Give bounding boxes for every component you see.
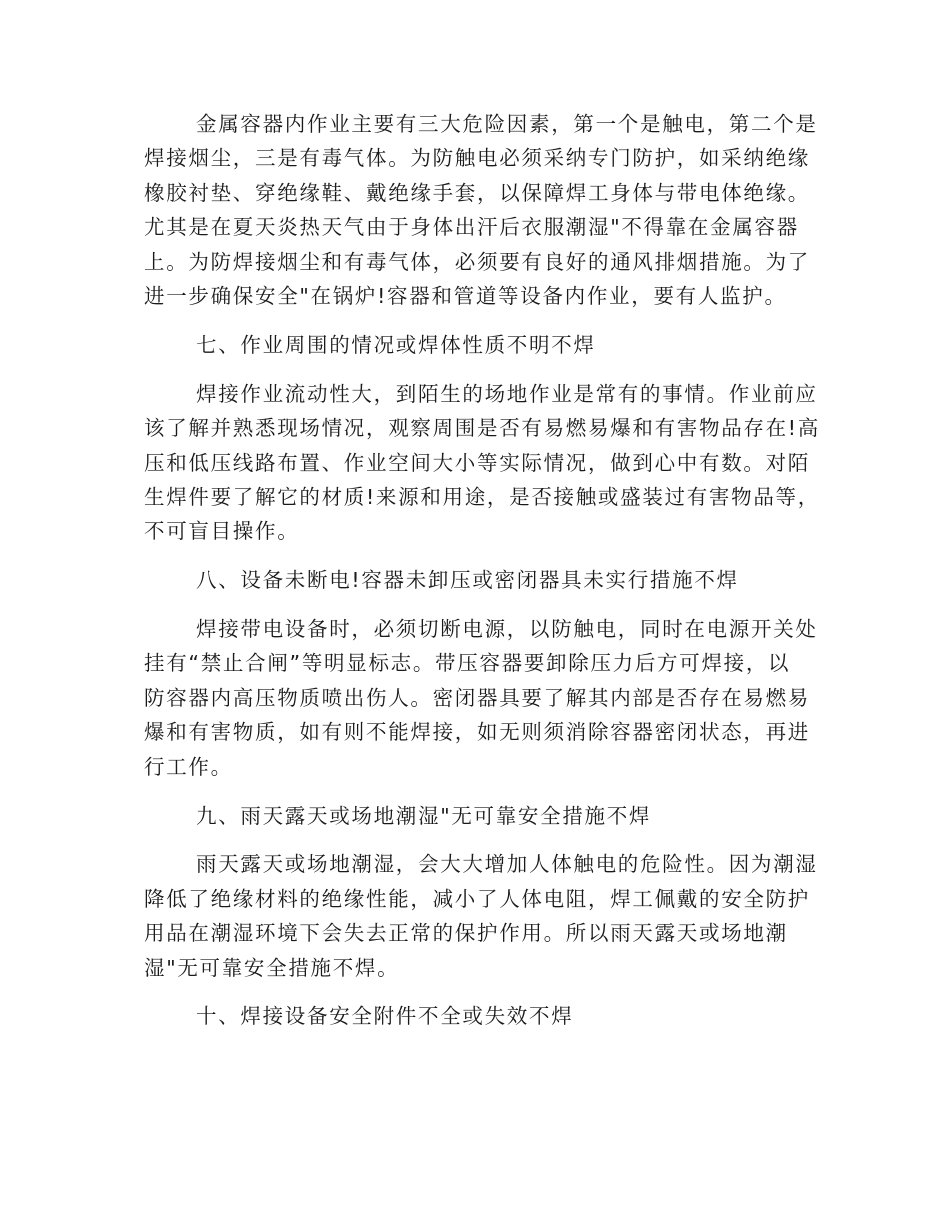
heading-text: 十、焊接设备安全附件不全或失效不焊: [196, 1004, 574, 1029]
text-line: 焊接作业流动性大，到陌生的场地作业是常有的事情。作业前应: [196, 381, 818, 406]
text-line: 焊接烟尘，三是有毒气体。为防触电必须采纳专门防护，如采纳绝缘: [144, 146, 810, 171]
text-line: 进一步确保安全"在锅炉!容器和管道等设备内作业，要有人监护。: [144, 283, 787, 308]
text-line: 爆和有害物质，如有则不能焊接，如无则须消除容器密闭状态，再进: [144, 720, 810, 745]
text-line: 尤其是在夏天炎热天气由于身体出汗后衣服潮湿"不得靠在金属容器: [144, 215, 799, 240]
text-line: 防容器内高压物质喷出伤人。密闭器具要了解其内部是否存在易燃易: [144, 685, 810, 710]
text-line: 行工作。: [144, 754, 233, 779]
section-heading-7: [144, 328, 808, 362]
text-line: 降低了绝缘材料的绝缘性能，减小了人体电阻，焊工佩戴的安全防护: [144, 886, 810, 911]
body-paragraph-1: [144, 107, 818, 313]
body-paragraph-3: [144, 612, 818, 784]
text-line: 雨天露天或场地潮湿，会大大增加人体触电的危险性。因为潮湿: [196, 852, 818, 877]
text-line: 湿"无可靠安全措施不焊。: [144, 955, 400, 980]
heading-text: 七、作业周围的情况或焊体性质不明不焊: [196, 332, 596, 357]
text-line: 金属容器内作业主要有三大危险因素，第一个是触电，第二个是: [196, 112, 818, 136]
text-line: 用品在潮湿环境下会失去正常的保护作用。所以雨天露天或场地潮: [144, 921, 788, 946]
text-line: 挂有“禁止合闸”等明显标志。带压容器要卸除压力后方可焊接，以: [144, 651, 791, 676]
text-line: 上。为防焊接烟尘和有毒气体，必须要有良好的通风排烟措施。为了: [144, 249, 810, 274]
text-line: 压和低压线路布置、作业空间大小等实际情况，做到心中有数。对陌: [144, 450, 810, 475]
text-line: 该了解并熟悉现场情况，观察周围是否有易燃易爆和有害物品存在!高: [144, 416, 820, 441]
heading-text: 八、设备未断电!容器未卸压或密闭器具未实行措施不焊: [196, 568, 739, 593]
heading-text: 九、雨天露天或场地潮湿"无可靠安全措施不焊: [196, 803, 652, 828]
body-paragraph-4: [144, 847, 818, 985]
text-line: 不可盲目操作。: [144, 519, 300, 544]
section-heading-8: [144, 563, 808, 597]
section-heading-10: [144, 999, 808, 1033]
text-line: 橡胶衬垫、穿绝缘鞋、戴绝缘手套，以保障焊工身体与带电体绝缘。: [144, 180, 810, 205]
body-paragraph-2: [144, 377, 820, 549]
text-line: 生焊件要了解它的材质!来源和用途，是否接触或盛装过有害物品等，: [144, 484, 820, 509]
section-heading-9: [144, 799, 808, 833]
text-line: 焊接带电设备时，必须切断电源，以防触电，同时在电源开关处: [196, 617, 818, 642]
